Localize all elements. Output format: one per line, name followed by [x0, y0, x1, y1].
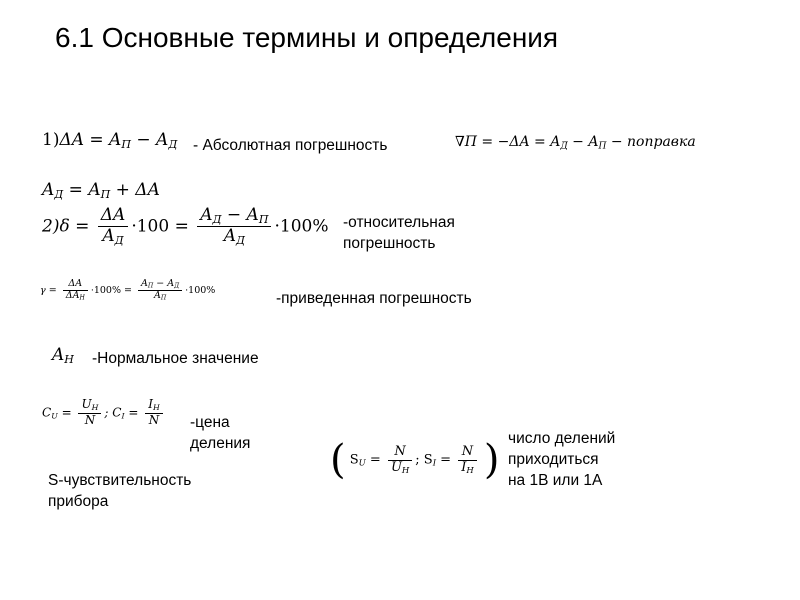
formula-subscript: П	[121, 137, 131, 151]
formula-text: =	[436, 452, 452, 468]
formula-text: =	[124, 405, 139, 420]
formula-subscript: П	[147, 282, 154, 290]
formula-relative-error	[42, 206, 328, 248]
formula-text: ΔA = A	[59, 130, 122, 150]
formula-text: ·100%	[274, 216, 329, 237]
fraction-numerator: I	[148, 397, 153, 411]
formula-subscript: П	[258, 212, 269, 226]
fraction	[458, 445, 477, 476]
formula-subscript: Д	[235, 234, 245, 248]
formula-text: − поправка	[606, 134, 696, 150]
formula-text: ; C	[104, 405, 122, 420]
fraction-denominator: A	[223, 226, 236, 247]
formula-subscript: U	[358, 457, 366, 468]
formula-text: =	[57, 405, 72, 420]
label-absolute-error: - Абсолютная погрешность	[193, 137, 388, 154]
formula-subscript: Д	[174, 282, 180, 290]
formula-subscript: Д	[560, 141, 568, 152]
formula-text: C	[42, 405, 52, 420]
formula-normal-value	[52, 345, 74, 366]
label-divisions-note: число делений приходиться на 1В или 1А	[508, 430, 616, 489]
formula-absolute-error	[42, 130, 177, 151]
formula-text: ·100%	[185, 284, 216, 296]
right-paren-icon: )	[483, 437, 500, 483]
formula-text: ·100% =	[90, 284, 132, 296]
formula-text: ; S	[415, 452, 433, 468]
fraction-denominator: I	[461, 459, 467, 475]
label-division-price: -цена деления	[190, 414, 251, 452]
fraction-numerator: N	[394, 443, 406, 459]
fraction	[197, 206, 271, 248]
formula-subscript: I	[432, 457, 437, 468]
formula-reduced-error	[40, 279, 215, 302]
formula-text: 2)δ =	[42, 216, 90, 237]
formula-subscript: Д	[114, 233, 124, 247]
fraction-numerator: ΔA	[68, 278, 83, 289]
formula-subscript: I	[121, 411, 125, 421]
formula-actual-value	[42, 180, 160, 201]
formula-division-price	[42, 398, 166, 428]
formula-text: A	[52, 345, 65, 365]
formula-subscript: Д	[168, 137, 178, 151]
fraction-numerator: U	[81, 397, 92, 411]
formula-subscript: П	[160, 294, 167, 302]
formula-subscript: Н	[466, 464, 474, 475]
fraction-denominator: A	[102, 226, 115, 246]
label-normal-value: -Нормальное значение	[92, 350, 259, 367]
formula-sensitivity	[330, 437, 500, 483]
formula-subscript: Н	[401, 464, 410, 475]
label-reduced-error: -приведенная погрешность	[276, 290, 472, 307]
formula-subscript: Н	[79, 294, 85, 302]
label-relative-error: -относительная погрешность	[343, 214, 455, 252]
formula-text: = A	[63, 180, 101, 200]
formula-subscript: Н	[153, 402, 160, 412]
formula-subscript: П	[100, 187, 111, 201]
fraction-denominator: N	[84, 412, 96, 427]
label-sensitivity: S-чувствительность прибора	[48, 472, 192, 510]
formula-text: − A	[153, 278, 175, 289]
fraction-numerator: ΔA	[100, 205, 126, 226]
fraction	[388, 445, 412, 476]
formula-subscript: П	[598, 141, 607, 152]
fraction-numerator: A	[141, 278, 148, 289]
formula-text: − A	[221, 205, 259, 225]
fraction	[138, 279, 182, 302]
fraction-denominator: N	[148, 412, 160, 427]
formula-text: ∇Π = −ΔA = A	[455, 134, 561, 150]
fraction-denominator: U	[390, 459, 402, 475]
formula-text: A	[42, 180, 55, 200]
formula-prefix: 1)	[42, 130, 60, 150]
left-paren-icon: (	[330, 437, 346, 483]
formula-text: − A	[567, 134, 599, 150]
formula-subscript: Д	[212, 212, 222, 226]
formula-correction	[455, 134, 696, 151]
formula-text: − A	[130, 130, 169, 150]
formula-text: ·100 =	[131, 216, 189, 237]
fraction	[78, 398, 101, 428]
fraction-denominator: ΔA	[65, 289, 80, 301]
formula-subscript: Н	[64, 352, 74, 366]
page-title: 6.1 Основные термины и определения	[55, 22, 559, 53]
fraction-denominator: A	[153, 289, 161, 301]
fraction	[145, 398, 163, 428]
formula-subscript: U	[51, 411, 58, 421]
formula-text: S	[349, 452, 359, 468]
formula-text: γ =	[40, 284, 57, 296]
fraction	[63, 279, 88, 302]
formula-subscript: Н	[91, 402, 99, 412]
formula-subscript: Д	[54, 187, 64, 201]
formula-text: =	[365, 452, 381, 468]
fraction	[98, 206, 129, 247]
fraction-numerator: A	[200, 205, 213, 225]
fraction-numerator: N	[461, 443, 474, 459]
formula-text: + ΔA	[110, 180, 160, 200]
